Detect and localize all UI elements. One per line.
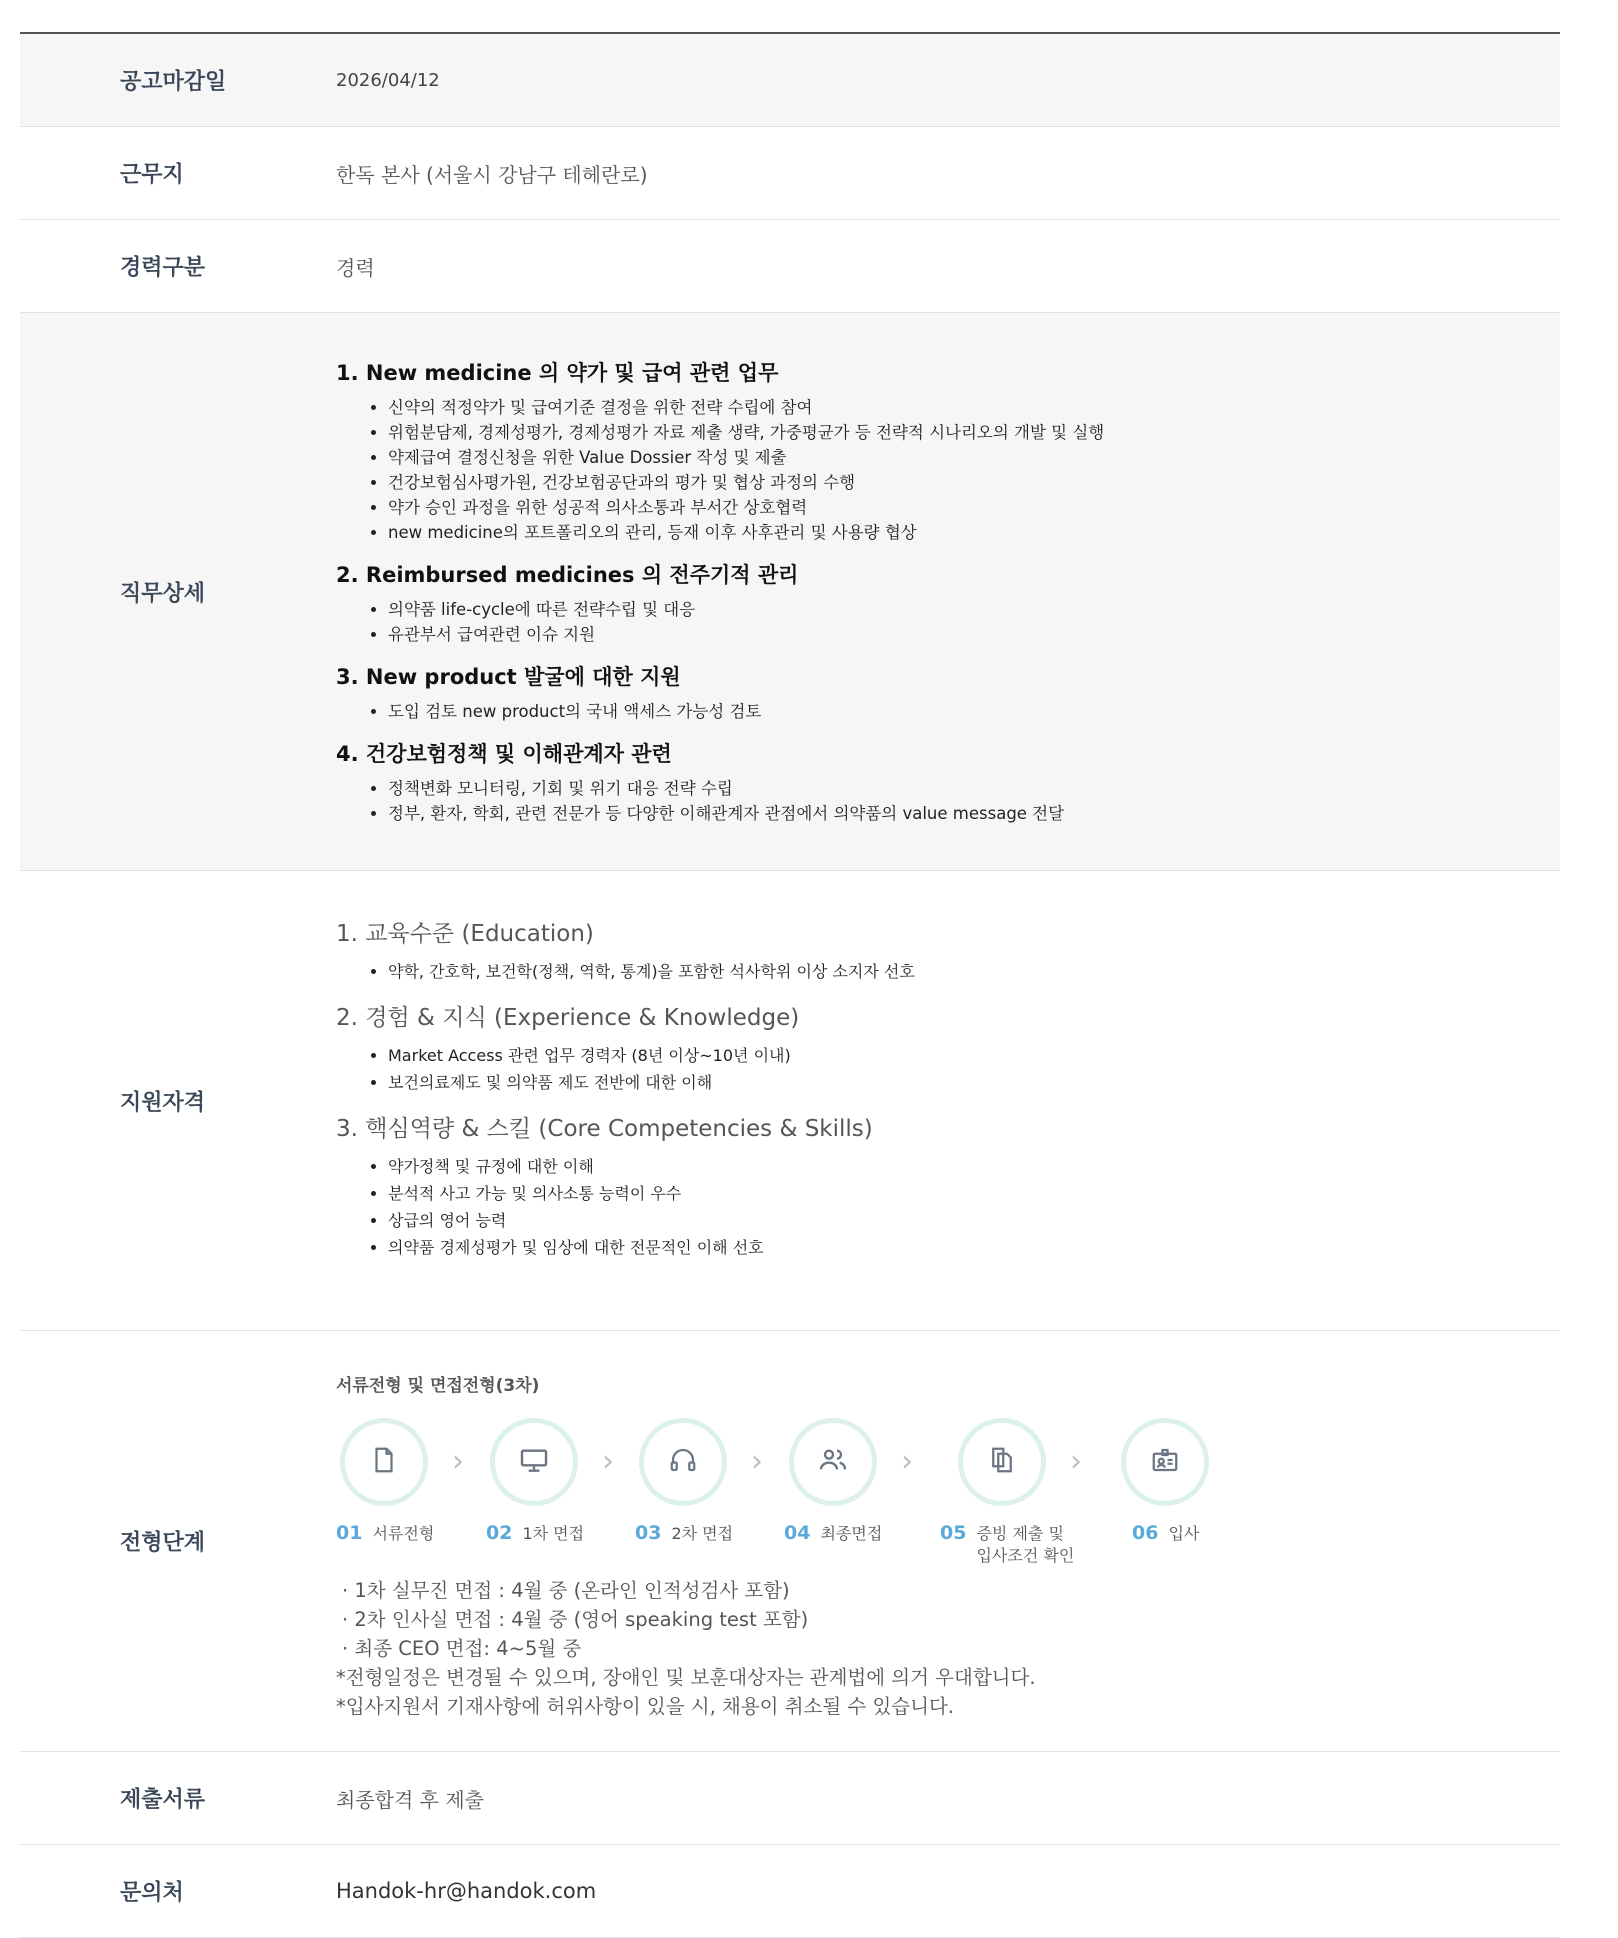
process-content	[336, 1331, 1256, 1751]
list-item: • 유관부서 급여관련 이슈 지원	[388, 622, 1104, 647]
row-label: 전형단계	[120, 1530, 206, 1556]
list-item: • 정책변화 모니터링, 기회 및 위기 대응 전략 수립	[388, 776, 1104, 801]
document-icon	[369, 1445, 399, 1480]
section-heading: 3. 핵심역량 & 스킬 (Core Competencies & Skills)	[336, 1116, 873, 1142]
list-item: • 분석적 사고 가능 및 의사소통 능력이 우수	[388, 1180, 915, 1207]
job-detail-content	[336, 313, 1124, 870]
bullet-list	[336, 395, 1104, 545]
row-deadline	[20, 34, 1560, 127]
section-heading: 2. 경험 & 지식 (Experience & Knowledge)	[336, 1005, 800, 1031]
documents-value: 최종합격 후 제출	[336, 1787, 484, 1812]
monitor-icon	[518, 1444, 550, 1481]
section-heading: 4. 건강보험정책 및 이해관계자 관련	[336, 742, 672, 766]
list-item: • new medicine의 포트폴리오의 관리, 등재 이후 사후관리 및 사용량 협상	[388, 520, 1104, 545]
section-heading: 3. New product 발굴에 대한 지원	[336, 665, 681, 689]
row-label: 공고마감일	[120, 69, 227, 95]
section-heading: 1. 교육수준 (Education)	[336, 921, 594, 947]
step-text: 1차 면접	[522, 1524, 585, 1543]
list-item: • 상급의 영어 능력	[388, 1207, 915, 1234]
list-item: • 약제급여 결정신청을 위한 Value Dossier 작성 및 제출	[388, 445, 1104, 470]
id-badge-icon	[1150, 1445, 1180, 1480]
step-circle	[340, 1418, 428, 1506]
step-number: 03	[635, 1522, 662, 1544]
step-number: 06	[1132, 1522, 1159, 1544]
row-contact	[20, 1845, 1560, 1938]
step-label	[486, 1522, 584, 1545]
chevron-right-icon: ›	[751, 1444, 763, 1479]
step-text: 증빙 제출 및 입사조건 확인	[976, 1524, 1075, 1565]
row-label: 경력구분	[120, 255, 206, 281]
step-label	[1132, 1522, 1199, 1545]
list-item: • 신약의 적정약가 및 급여기준 결정을 위한 전략 수립에 참여	[388, 395, 1104, 420]
list-item: • 위험분담제, 경제성평가, 경제성평가 자료 제출 생략, 가중평균가 등 전략적 시나리오의 개발 및 실행	[388, 420, 1104, 445]
process-note: *전형일정은 변경될 수 있으며, 장애인 및 보훈대상자는 관계법에 의거 우대합니다.	[336, 1666, 1036, 1689]
list-item: • 약가정책 및 규정에 대한 이해	[388, 1153, 915, 1180]
process-note: *입사지원서 기재사항에 허위사항이 있을 시, 채용이 취소될 수 있습니다.	[336, 1695, 955, 1718]
step-label	[336, 1522, 434, 1545]
list-item: • 건강보험심사평가원, 건강보험공단과의 평가 및 협상 과정의 수행	[388, 470, 1104, 495]
step-circle	[490, 1418, 578, 1506]
list-item: • 보건의료제도 및 의약품 제도 전반에 대한 이해	[388, 1069, 915, 1096]
process-note: · 1차 실무진 면접 : 4월 중 (온라인 인적성검사 포함)	[342, 1579, 790, 1602]
qualification-content	[336, 871, 935, 1330]
chevron-right-icon: ›	[901, 1444, 913, 1479]
row-qualification	[20, 871, 1560, 1331]
process-notes	[336, 1576, 1236, 1721]
row-label: 직무상세	[120, 581, 206, 606]
process-note: · 2차 인사실 면접 : 4월 중 (영어 speaking test 포함)	[342, 1608, 809, 1631]
step-number: 04	[784, 1522, 811, 1544]
career-value: 경력	[336, 255, 375, 280]
people-icon	[817, 1444, 849, 1481]
list-item: • 약학, 간호학, 보건학(정책, 역학, 통계)을 포함한 석사학위 이상 소지자 선호	[388, 958, 915, 985]
row-location	[20, 127, 1560, 220]
row-process	[20, 1331, 1560, 1752]
copy-icon	[987, 1445, 1017, 1480]
bullet-list	[336, 1153, 915, 1261]
bullet-list	[336, 1042, 915, 1096]
row-job-detail	[20, 313, 1560, 871]
process-steps	[336, 1418, 1236, 1576]
row-label: 제출서류	[120, 1787, 206, 1813]
headset-icon	[668, 1445, 698, 1480]
step-circle	[639, 1418, 727, 1506]
bullet-list	[336, 958, 915, 985]
section-heading: 1. New medicine 의 약가 및 급여 관련 업무	[336, 361, 779, 385]
location-value: 한독 본사 (서울시 강남구 테헤란로)	[336, 162, 648, 187]
row-label: 문의처	[120, 1880, 184, 1906]
step-number: 01	[336, 1522, 363, 1544]
section-heading: 2. Reimbursed medicines 의 전주기적 관리	[336, 563, 799, 587]
step-text: 입사	[1168, 1524, 1200, 1543]
step-circle	[958, 1418, 1046, 1506]
step-circle	[1121, 1418, 1209, 1506]
row-documents	[20, 1752, 1560, 1845]
step-number: 02	[486, 1522, 513, 1544]
process-note: · 최종 CEO 면접: 4~5월 중	[342, 1637, 582, 1660]
list-item: • Market Access 관련 업무 경력자 (8년 이상~10년 이내)	[388, 1042, 915, 1069]
list-item: • 정부, 환자, 학회, 관련 전문가 등 다양한 이해관계자 관점에서 의약품의 value message 전달	[388, 801, 1104, 826]
step-label	[784, 1522, 882, 1545]
process-title: 서류전형 및 면접전형(3차)	[336, 1376, 540, 1396]
list-item: • 약가 승인 과정을 위한 성공적 의사소통과 부서간 상호협력	[388, 495, 1104, 520]
chevron-right-icon: ›	[452, 1444, 464, 1479]
contact-email-link[interactable]: Handok-hr@handok.com	[336, 1879, 597, 1903]
step-label	[940, 1522, 1074, 1567]
chevron-right-icon: ›	[602, 1444, 614, 1479]
job-posting-table	[20, 32, 1560, 1938]
step-number: 05	[940, 1522, 967, 1544]
step-text: 최종면접	[820, 1524, 883, 1543]
bullet-list	[336, 776, 1104, 826]
step-text: 2차 면접	[671, 1524, 734, 1543]
row-label: 지원자격	[120, 1090, 206, 1115]
list-item: • 의약품 경제성평가 및 임상에 대한 전문적인 이해 선호	[388, 1234, 915, 1261]
row-label: 근무지	[120, 162, 184, 188]
list-item: • 의약품 life-cycle에 따른 전략수립 및 대응	[388, 597, 1104, 622]
step-text: 서류전형	[372, 1524, 435, 1543]
step-circle	[789, 1418, 877, 1506]
row-career	[20, 220, 1560, 313]
step-label	[635, 1522, 733, 1545]
bullet-list	[336, 699, 1104, 724]
chevron-right-icon: ›	[1070, 1444, 1082, 1479]
deadline-value: 2026/04/12	[336, 69, 440, 91]
list-item: • 도입 검토 new product의 국내 액세스 가능성 검토	[388, 699, 1104, 724]
bullet-list	[336, 597, 1104, 647]
